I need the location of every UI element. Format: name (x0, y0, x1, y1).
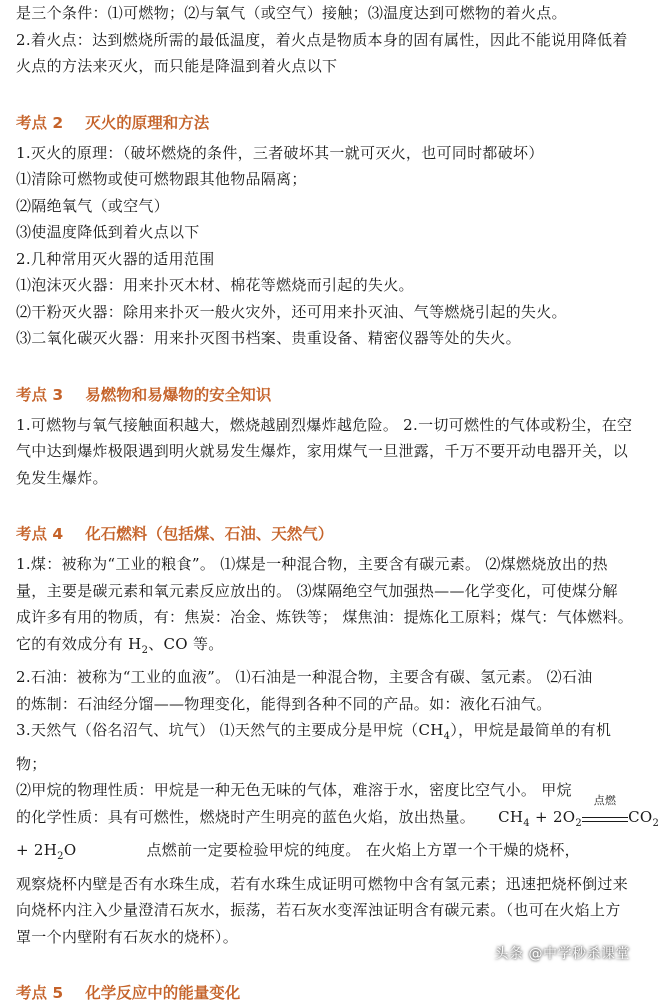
k4-gas-line: 观察烧杯内壁是否有水珠生成，若有水珠生成证明可燃物中含有氢元素；迅速把烧杯倒过来 (16, 874, 629, 893)
section-number: 考点 4 (16, 525, 64, 543)
k2-line: ⑶二氧化碳灭火器：用来扑灭图书档案、贵重设备、精密仪器等处的失火。 (16, 329, 521, 347)
k4-coal-line: 1.煤：被称为“工业的粮食”。 ⑴煤是一种混合物，主要含有碳元素。 ⑵煤燃烧放出的热 (16, 555, 608, 573)
k2-line: 1.灭火的原理：（破坏燃烧的条件，三者破坏其一就可灭火，也可同时都破坏） (16, 143, 544, 162)
k4-gas-line: 向烧杯内注入少量澄清石灰水，振荡，若石灰水变浑浊证明含有碳元素。（也可在火焰上方 (16, 901, 621, 919)
section-number: 考点 3 (16, 385, 64, 404)
text-span: 的化学性质：具有可燃性，燃烧时产生明亮的蓝色火焰，放出热量。 (16, 807, 476, 826)
equals-bar (582, 817, 628, 822)
section-title: 灭火的原理和方法 (85, 113, 210, 132)
k3-line: 免发生爆炸。 (16, 468, 108, 487)
k4-gas-line: ⑵甲烷的物理性质：甲烷是一种无色无味的气体，难溶于水，密度比空气小。 甲烷 (16, 781, 572, 799)
text-span: 、CO 等。 (148, 634, 224, 653)
formula-text: + 2H (16, 841, 58, 859)
subscript: 2 (652, 817, 659, 829)
formula-text: + 2O (529, 807, 576, 826)
subscript: 2 (575, 817, 583, 829)
k4-oil-line: 的炼制：石油经分馏——物理变化，能得到各种不同的产品。如：液化石油气。 (16, 694, 552, 713)
section-heading-k2 (16, 110, 626, 136)
k4-gas-line (16, 717, 626, 751)
section-heading-k5 (16, 980, 626, 1006)
section-title: 易燃物和易爆物的安全知识 (85, 385, 272, 404)
watermark: 头条 @中学秒杀课堂 (494, 946, 630, 962)
text-span: 它的有效成分有 H (16, 634, 142, 653)
section-heading-k3 (16, 382, 626, 408)
section-title: 化学反应中的能量变化 (85, 984, 241, 1002)
k4-gas-line: 物； (16, 754, 47, 773)
k4-oil-line: 2.石油：被称为“工业的血液”。 ⑴石油是一种混合物，主要含有碳、氢元素。 ⑵石油 (16, 668, 593, 686)
k2-line: ⑶使温度降低到着火点以下 (16, 223, 200, 241)
text-span: 点燃前一定要检验甲烷的纯度。 在火焰上方罩一个干燥的烧杯， (146, 841, 580, 859)
k4-coal-line: 成许多有用的物质，有：焦炭：冶金、炼铁等； 煤焦油：提炼化工原料；煤气：气体燃料。 (16, 608, 634, 626)
subscript: 2 (141, 644, 149, 656)
formula-text: CO (628, 807, 653, 826)
formula-text: O (63, 841, 77, 859)
k4-gas-line (16, 793, 659, 838)
reaction-arrow (582, 793, 628, 822)
k2-line: 2.几种常用灭火器的适用范围 (16, 249, 215, 268)
intro-line-1: 是三个条件：⑴可燃物；⑵与氧气（或空气）接触；⑶温度达到可燃物的着火点。 (16, 4, 567, 22)
subscript: 2 (57, 851, 64, 862)
k4-coal-line: 量，主要是碳元素和氧元素反应放出的。 ⑶煤隔绝空气加强热——化学变化，可使煤分解 (16, 581, 618, 600)
k4-gas-line (16, 837, 626, 871)
section-number: 考点 5 (16, 984, 64, 1002)
formula-text: CH (498, 807, 524, 826)
k2-line: ⑵隔绝氧气（或空气） (16, 196, 170, 215)
intro-line-3: 火点的方法来灭火，而只能是降温到着火点以下 (16, 57, 338, 75)
k2-line: ⑴泡沫灭火器：用来扑灭木材、棉花等燃烧而引起的失火。 (16, 276, 414, 294)
subscript: 4 (523, 817, 530, 829)
k3-line: 1.可燃物与氧气接触面积越大，燃烧越剧烈爆炸越危险。 2.一切可燃性的气体或粉尘，在空 (16, 415, 633, 434)
section-title: 化石燃料（包括煤、石油、天然气） (85, 525, 334, 543)
reaction-condition: 点燃 (593, 793, 617, 807)
subscript: 4 (443, 731, 451, 742)
combustion-equation (498, 793, 659, 838)
k2-line: ⑵干粉灭火器：除用来扑灭一般火灾外，还可用来扑灭油、气等燃烧引起的失火。 (16, 302, 567, 321)
k4-coal-line (16, 631, 626, 665)
section-number: 考点 2 (16, 113, 64, 132)
k3-line: 气中达到爆炸极限遇到明火就易发生爆炸，家用煤气一旦泄露，千万不要开动电器开关，以 (16, 442, 629, 460)
section-heading-k4 (16, 521, 626, 547)
text-span: ），甲烷是最简单的有机 (450, 721, 612, 739)
k4-gas-line: 罩一个内壁附有石灰水的烧杯）。 (16, 927, 239, 946)
k2-line: ⑴清除可燃物或使可燃物跟其他物品隔离； (16, 170, 307, 188)
text-span: 3.天然气（俗名沼气、坑气） ⑴天然气的主要成分是甲烷（CH (16, 721, 444, 739)
intro-line-2: 2.着火点：达到燃烧所需的最低温度，着火点是物质本身的固有属性，因此不能说用降低着 (16, 30, 628, 49)
